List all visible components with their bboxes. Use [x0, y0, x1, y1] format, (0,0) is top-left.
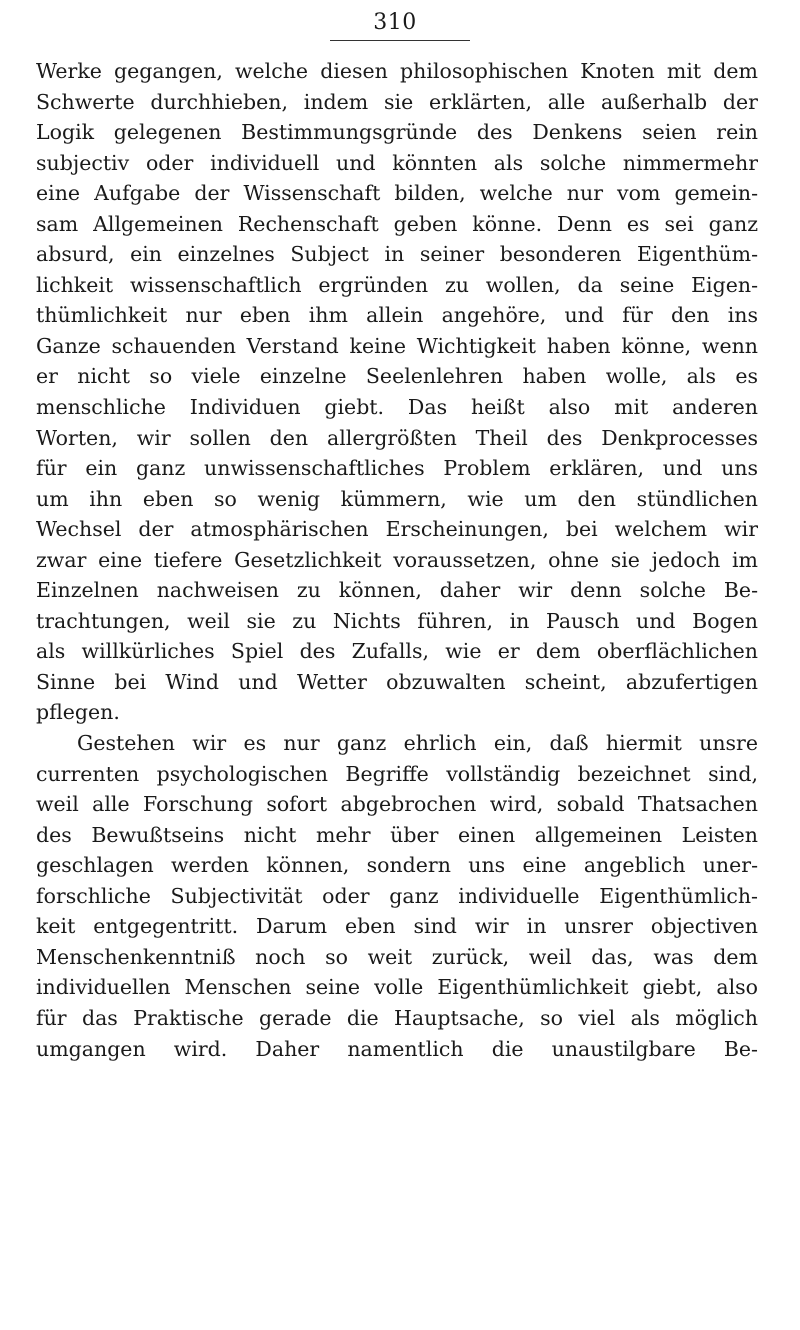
text-line: Einzelnen nachweisen zu können, daher wir denn solche Be-: [36, 578, 758, 603]
text-line: Logik gelegenen Bestimmungsgründe des Denkens seien rein: [36, 120, 758, 145]
text-line: individuellen Menschen seine volle Eigenthümlichkeit giebt, also: [36, 975, 758, 1000]
text-line: für das Praktische gerade die Hauptsache, so viel als möglich: [36, 1005, 758, 1030]
text-line: Ganze schauenden Verstand keine Wichtigkeit haben könne, wenn: [36, 333, 758, 358]
text-line: des Bewußtseins nicht mehr über einen allgemeinen Leisten: [36, 822, 758, 847]
text-line: er nicht so viele einzelne Seelenlehren haben wolle, als es: [36, 364, 758, 389]
text-line: als willkürliches Spiel des Zufalls, wie er dem oberflächlichen: [36, 639, 758, 664]
text-line: Schwerte durchhieben, indem sie erklärten, alle außerhalb der: [36, 89, 758, 114]
text-line: Worten, wir sollen den allergrößten Theil des Denkprocesses: [36, 425, 758, 450]
text-line: zwar eine tiefere Gesetzlichkeit voraussetzen, ohne sie jedoch im: [36, 547, 758, 572]
paragraph-end-line: pflegen.: [36, 700, 120, 725]
text-line: trachtungen, weil sie zu Nichts führen, in Pausch und Bogen: [36, 608, 758, 633]
text-line: lichkeit wissenschaftlich ergründen zu wollen, da seine Eigen-: [36, 272, 758, 297]
text-line: sam Allgemeinen Rechenschaft geben könne. Denn es sei ganz: [36, 211, 758, 236]
text-line: weil alle Forschung sofort abgebrochen wird, sobald Thatsachen: [36, 792, 758, 817]
text-line: Wechsel der atmosphärischen Erscheinungen, bei welchem wir: [36, 517, 758, 542]
text-line: für ein ganz unwissenschaftliches Problem erklären, und uns: [36, 456, 758, 481]
text-line: currenten psychologischen Begriffe vollständig bezeichnet sind,: [36, 761, 758, 786]
text-line: Menschenkenntniß noch so weit zurück, weil das, was dem: [36, 944, 758, 969]
text-line: menschliche Individuen giebt. Das heißt also mit anderen: [36, 395, 758, 420]
text-line: keit entgegentritt. Darum eben sind wir in unsrer objectiven: [36, 914, 758, 939]
page-number: 310: [373, 10, 417, 35]
text-line: Sinne bei Wind und Wetter obzuwalten scheint, abzufertigen: [36, 669, 758, 694]
text-line: umgangen wird. Daher namentlich die unaustilgbare Be-: [36, 1036, 758, 1061]
text-line: eine Aufgabe der Wissenschaft bilden, welche nur vom gemein-: [36, 181, 758, 206]
text-line: forschliche Subjectivität oder ganz individuelle Eigenthümlich-: [36, 883, 758, 908]
paragraph-start-line: Gestehen wir es nur ganz ehrlich ein, daß hiermit unsre: [77, 731, 758, 756]
text-line: absurd, ein einzelnes Subject in seiner besonderen Eigenthüm-: [36, 242, 758, 267]
header-rule: [330, 40, 470, 41]
text-line: thümlichkeit nur eben ihm allein angehöre, und für den ins: [36, 303, 758, 328]
body-text: [36, 56, 758, 1064]
text-line: um ihn eben so wenig kümmern, wie um den stündlichen: [36, 486, 758, 511]
text-line: Werke gegangen, welche diesen philosophischen Knoten mit dem: [36, 59, 758, 83]
text-line: geschlagen werden können, sondern uns eine angeblich uner-: [36, 853, 758, 878]
text-line: subjectiv oder individuell und könnten als solche nimmermehr: [36, 150, 758, 175]
